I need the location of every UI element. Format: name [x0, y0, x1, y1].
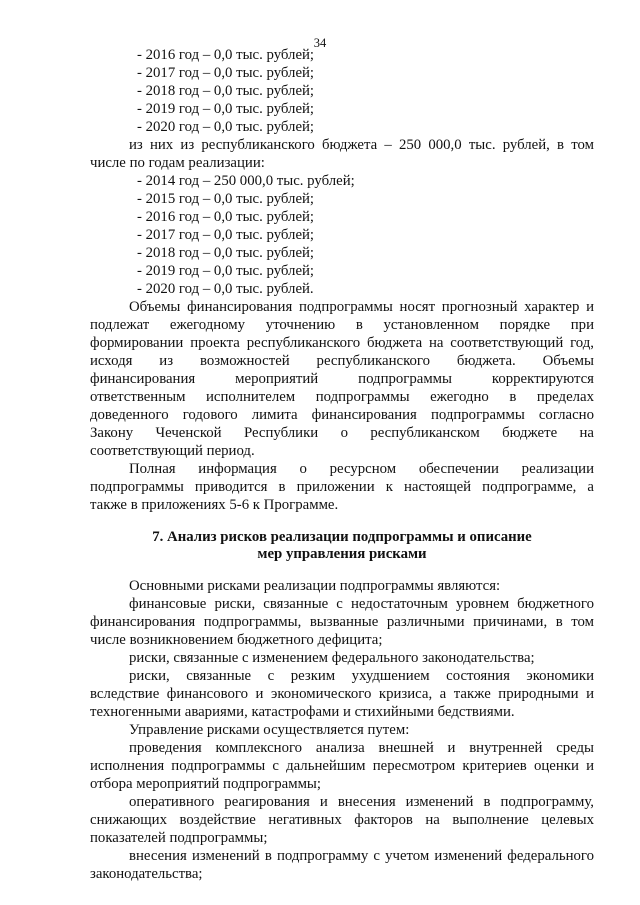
paragraph-line: финансовые риски, связанные с недостаточным уровнем бюджетного: [129, 596, 594, 612]
paragraph-line: соответствующий период.: [90, 443, 255, 459]
paragraph-line: внесения изменений в подпрограмму с учетом изменений федерального: [129, 848, 594, 864]
republic-budget-line: числе по годам реализации:: [90, 155, 265, 171]
paragraph-line: подлежат ежегодному уточнению в установленном порядке при: [90, 317, 594, 333]
year-line: - 2016 год – 0,0 тыс. рублей;: [137, 209, 315, 225]
year-line: - 2015 год – 0,0 тыс. рублей;: [137, 191, 315, 207]
paragraph-line: риски, связанные с резким ухудшением состояния экономики: [129, 668, 594, 684]
year-line: - 2019 год – 0,0 тыс. рублей;: [137, 101, 315, 117]
section-heading: 7. Анализ рисков реализации подпрограммы и описание: [152, 529, 532, 545]
year-line: - 2017 год – 0,0 тыс. рублей;: [137, 65, 315, 81]
paragraph-line: Объемы финансирования подпрограммы носят прогнозный характер и: [129, 299, 594, 315]
republic-budget-line: из них из республиканского бюджета – 250 000,0 тыс. рублей, в том: [129, 137, 594, 153]
paragraph-line: техногенными авариями, катастрофами и стихийными бедствиями.: [90, 704, 515, 720]
paragraph-line: законодательства;: [90, 866, 203, 882]
year-line: - 2018 год – 0,0 тыс. рублей;: [137, 83, 315, 99]
paragraph-line: Полная информация о ресурсном обеспечении реализации: [129, 461, 594, 477]
paragraph-line: проведения комплексного анализа внешней и внутренней среды: [129, 740, 594, 756]
paragraph-line: формировании проекта республиканского бюджета на соответствующий год,: [90, 335, 594, 351]
paragraph-line: оперативного реагирования и внесения изменений в подпрограмму,: [129, 794, 594, 810]
paragraph-line: доведенного годового лимита финансирования подпрограммы согласно: [90, 407, 594, 423]
paragraph-line: исходя из возможностей республиканского бюджета. Объемы: [90, 353, 594, 369]
paragraph-line: показателей подпрограммы;: [90, 830, 268, 846]
paragraph-line: Закону Чеченской Республики о республиканском бюджете на: [90, 425, 594, 441]
paragraph-line: ответственным исполнителем подпрограммы ежегодно в пределах: [90, 389, 594, 405]
paragraph-line: подпрограммы приводится в приложении к настоящей подпрограмме, а: [90, 479, 594, 495]
section-heading: мер управления рисками: [257, 546, 427, 562]
year-line: - 2014 год – 250 000,0 тыс. рублей;: [137, 173, 355, 189]
paragraph-line: вследствие финансового и экономического кризиса, а также природными и: [90, 686, 594, 702]
paragraph-line: числе возникновением бюджетного дефицита;: [90, 632, 383, 648]
paragraph-line: также в приложениях 5-6 к Программе.: [90, 497, 339, 513]
year-line: - 2017 год – 0,0 тыс. рублей;: [137, 227, 315, 243]
paragraph-line: финансирования подпрограммы, вызванные различными причинами, в том: [90, 614, 594, 630]
year-line: - 2020 год – 0,0 тыс. рублей;: [137, 119, 315, 135]
paragraph-line: финансирования мероприятий подпрограммы корректируются: [90, 371, 594, 387]
paragraph-line: риски, связанные с изменением федерального законодательства;: [129, 650, 535, 666]
paragraph-line: снижающих воздействие негативных факторов на выполнение целевых: [90, 812, 594, 828]
paragraph-line: исполнения подпрограммы с дальнейшим пересмотром критериев оценки и: [90, 758, 594, 774]
page-number: 34: [313, 36, 327, 50]
paragraph-line: отбора мероприятий подпрограммы;: [90, 776, 321, 792]
year-line: - 2016 год – 0,0 тыс. рублей;: [137, 47, 315, 63]
paragraph-line: Основными рисками реализации подпрограммы являются:: [129, 578, 501, 594]
year-line: - 2018 год – 0,0 тыс. рублей;: [137, 245, 315, 261]
paragraph-line: Управление рисками осуществляется путем:: [129, 722, 410, 738]
year-line: - 2019 год – 0,0 тыс. рублей;: [137, 263, 315, 279]
year-line: - 2020 год – 0,0 тыс. рублей.: [137, 281, 314, 297]
